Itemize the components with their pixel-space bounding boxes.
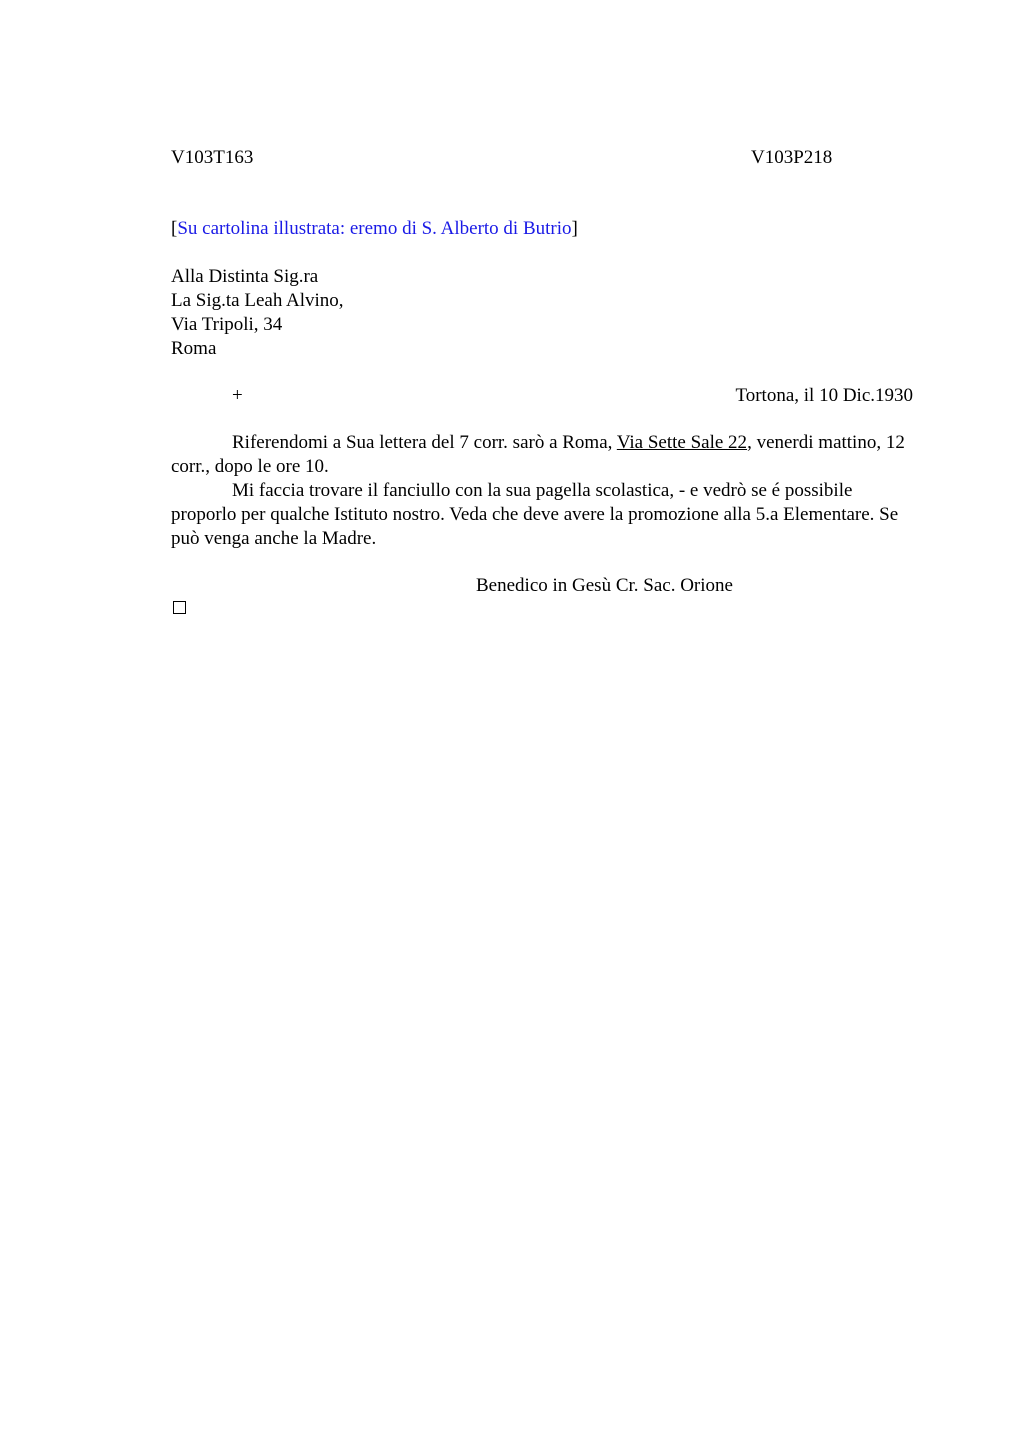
note-open-bracket: [ (171, 218, 178, 239)
document-code-left: V103T163 (171, 147, 254, 168)
document-code-right: V103P218 (751, 147, 833, 168)
body-paragraph-2: Mi faccia trovare il fanciullo con la sua pagella scolastica, - e vedrò se é possibile proporlo per qualche Istituto nostro. Veda che deve avere la promozione alla 5.a Elementare. Se può venga anche la Madre. (171, 480, 899, 549)
address-line: Roma (171, 338, 217, 359)
underlined-address: Via Sette Sale 22 (616, 432, 748, 453)
p1-text-before: Riferendomi a Sua lettera del 7 corr. sarò a Roma, (232, 432, 617, 453)
body-paragraph-1 (171, 431, 913, 479)
letter-body (171, 431, 913, 551)
address-line: Via Tripoli, 34 (171, 314, 283, 335)
address-line: La Sig.ta Leah Alvino, (171, 290, 344, 311)
address-line: Alla Distinta Sig.ra (171, 266, 319, 287)
cross-symbol: + (232, 385, 243, 406)
note-close-bracket: ] (571, 218, 578, 239)
place-and-date: Tortona, il 10 Dic.1930 (735, 385, 913, 406)
note-text: Su cartolina illustrata: eremo di S. Alberto di Butrio (177, 218, 572, 239)
end-square-icon (173, 601, 186, 614)
editorial-note (171, 217, 578, 241)
p1-text-after: , venerdi mattino, 12 corr., dopo le ore 10. (171, 432, 905, 477)
recipient-address (171, 265, 344, 361)
signature: Benedico in Gesù Cr. Sac. Orione (476, 575, 733, 596)
